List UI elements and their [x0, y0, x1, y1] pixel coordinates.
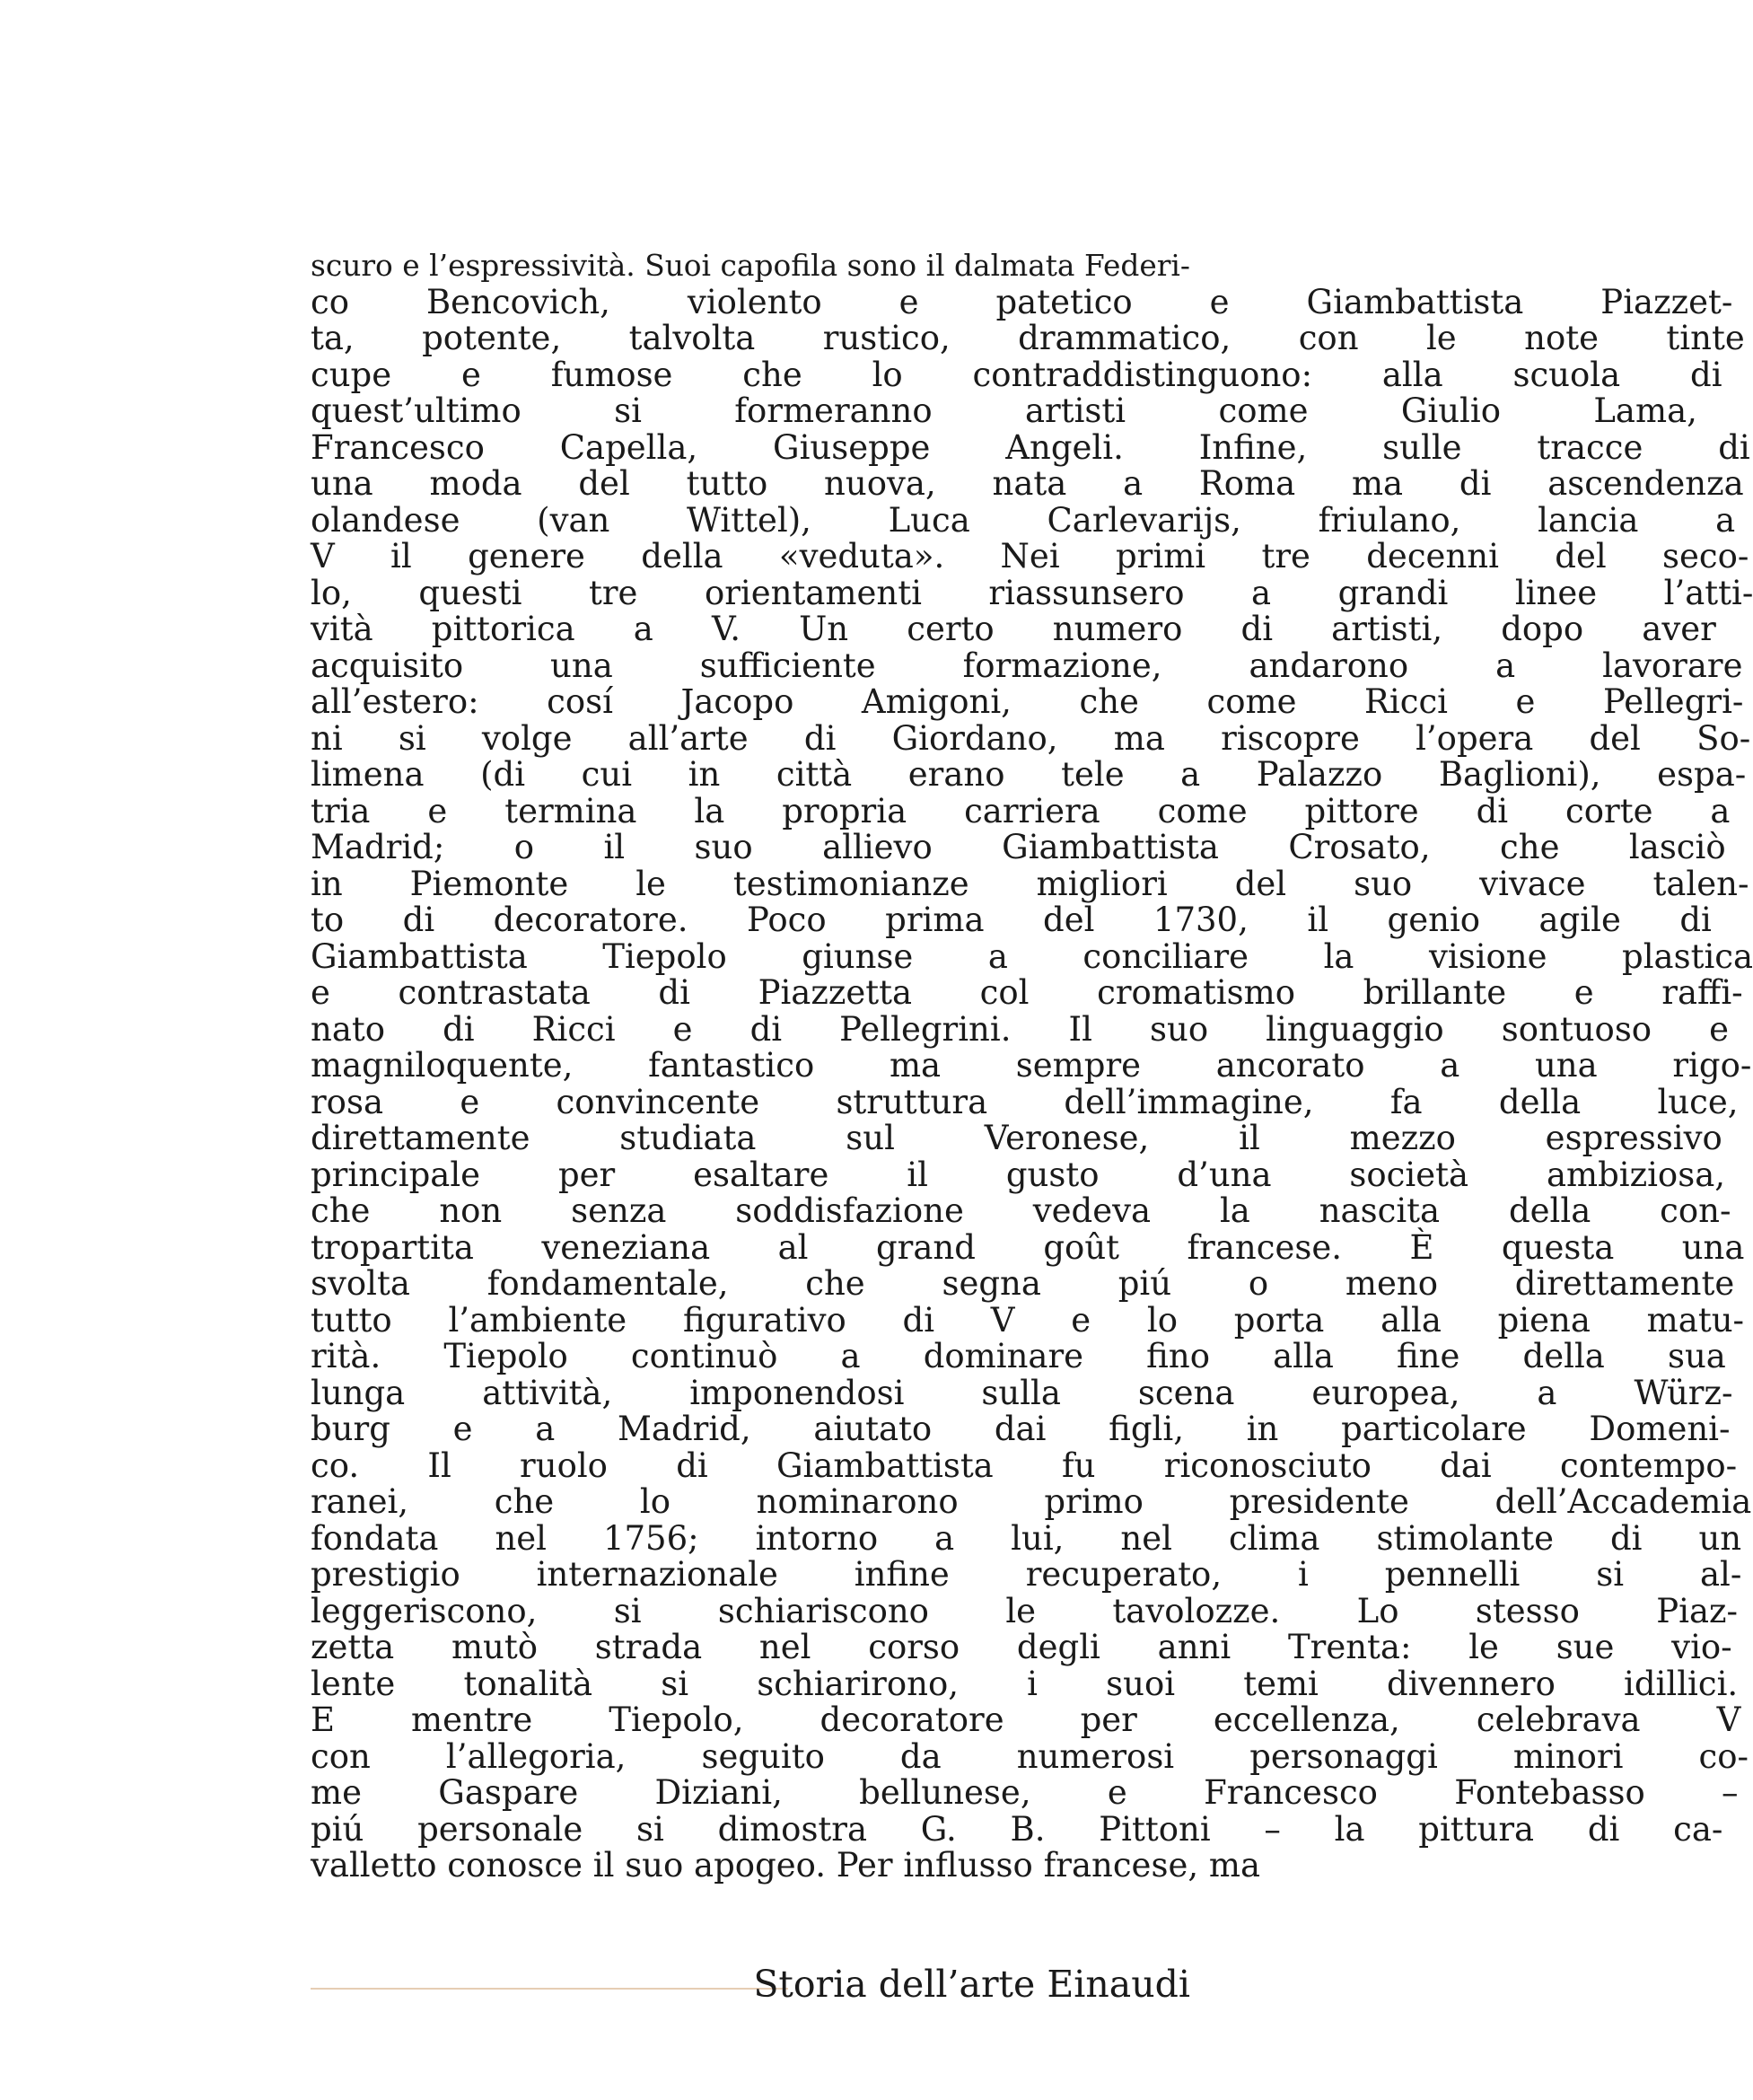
text-line: Madrid; o il suo allievo Giambattista Crosato, che lasciò — [311, 828, 1726, 866]
text-line: co Bencovich, violento e patetico e Giambattista Piazzet- — [311, 282, 1733, 321]
text-line: piú personale si dimostra G. B. Pittoni – la pittura di ca- — [311, 1809, 1723, 1849]
text-line: E mentre Tiepolo, decoratore per eccellenza, celebrava V — [311, 1700, 1741, 1739]
text-line: ranei, che lo nominarono primo presidente dell’Accademia — [311, 1482, 1752, 1521]
text-line: principale per esaltare il gusto d’una società ambiziosa, — [311, 1155, 1726, 1194]
text-line: cupe e fumose che lo contraddistinguono: alla scuola di — [311, 355, 1722, 394]
text-line: me Gaspare Diziani, bellunese, e Francesco Fontebasso – — [311, 1773, 1739, 1812]
text-line: fondata nel 1756; intorno a lui, nel clima stimolante di un — [311, 1518, 1742, 1558]
text-line: tutto l’ambiente figurativo di V e lo porta alla piena matu- — [311, 1300, 1745, 1340]
body-text — [311, 248, 1753, 1885]
text-line: direttamente studiata sul Veronese, il mezzo espressivo — [311, 1119, 1722, 1157]
text-line: quest’ultimo si formeranno artisti come Giulio Lama, — [311, 391, 1697, 430]
text-line: tropartita veneziana al grand goût francese. È questa una — [311, 1227, 1745, 1267]
text-line: limena (di cui in città erano tele a Palazzo Baglioni), espa- — [311, 755, 1747, 794]
text-line: in Piemonte le testimonianze migliori del suo vivace talen- — [311, 864, 1749, 903]
text-line: acquisito una sufficiente formazione, andarono a lavorare — [311, 646, 1743, 685]
text-line: tria e termina la propria carriera come pittore di corte a — [311, 791, 1731, 830]
text-line: che non senza soddisfazione vedeva la nascita della con- — [311, 1191, 1731, 1230]
text-line: con l’allegoria, seguito da numerosi personaggi minori co- — [311, 1736, 1749, 1776]
footer-title: Storia dell’arte Einaudi — [753, 1963, 1190, 2006]
text-line: e contrastata di Piazzetta col cromatismo brillante e raffi- — [311, 973, 1743, 1012]
text-line: scuro e l’espressività. Suoi capofila sono il dalmata Federi- — [311, 249, 1190, 283]
text-line: all’estero: cosí Jacopo Amigoni, che come Ricci e Pellegri- — [311, 682, 1744, 721]
text-line: prestigio internazionale infine recuperato, i pennelli si al- — [311, 1555, 1742, 1594]
text-line: ni si volge all’arte di Giordano, ma riscopre l’opera del So- — [311, 718, 1751, 758]
text-line: burg e a Madrid, aiutato dai figli, in particolare Domeni- — [311, 1410, 1731, 1448]
text-line: co. Il ruolo di Giambattista fu riconosciuto dai contempo- — [311, 1445, 1738, 1485]
text-line: to di decoratore. Poco prima del 1730, il genio agile di — [311, 901, 1712, 939]
text-line: lo, questi tre orientamenti riassunsero a grandi linee l’atti- — [311, 573, 1753, 612]
text-line: Francesco Capella, Giuseppe Angeli. Infine, sulle tracce di — [311, 427, 1750, 467]
text-line: Giambattista Tiepolo giunse a conciliare la visione plastica — [311, 936, 1753, 976]
text-line: lente tonalità si schiarirono, i suoi temi divennero idillici. — [311, 1664, 1739, 1703]
text-line: vità pittorica a V. Un certo numero di artisti, dopo aver — [311, 610, 1716, 648]
text-line: zetta mutò strada nel corso degli anni Trenta: le sue vio- — [311, 1628, 1732, 1666]
text-line: rità. Tiepolo continuò a dominare fino alla fine della sua — [311, 1337, 1726, 1375]
footer-rule — [311, 1988, 788, 1990]
text-line: olandese (van Wittel), Luca Carlevarijs, friulano, lancia a — [311, 500, 1736, 540]
text-line: ta, potente, talvolta rustico, drammatico, con le note tinte — [311, 319, 1745, 357]
text-line: una moda del tutto nuova, nata a Roma ma di ascendenza — [311, 464, 1744, 503]
text-line: V il genere della «veduta». Nei primi tre decenni del seco- — [311, 537, 1749, 576]
page-footer — [311, 1957, 1190, 2011]
text-line: valletto conosce il suo apogeo. Per influsso francese, ma — [311, 1846, 1261, 1885]
text-line: svolta fondamentale, che segna piú o meno direttamente — [311, 1264, 1735, 1303]
text-line: nato di Ricci e di Pellegrini. Il suo linguaggio sontuoso e — [311, 1009, 1730, 1049]
text-line: leggeriscono, si schiariscono le tavolozze. Lo stesso Piaz- — [311, 1591, 1739, 1630]
text-line: rosa e convincente struttura dell’immagine, fa della luce, — [311, 1082, 1739, 1121]
text-line: magniloquente, fantastico ma sempre ancorato a una rigo- — [311, 1046, 1752, 1085]
text-line: lunga attività, imponendosi sulla scena europea, a Würz- — [311, 1373, 1733, 1412]
